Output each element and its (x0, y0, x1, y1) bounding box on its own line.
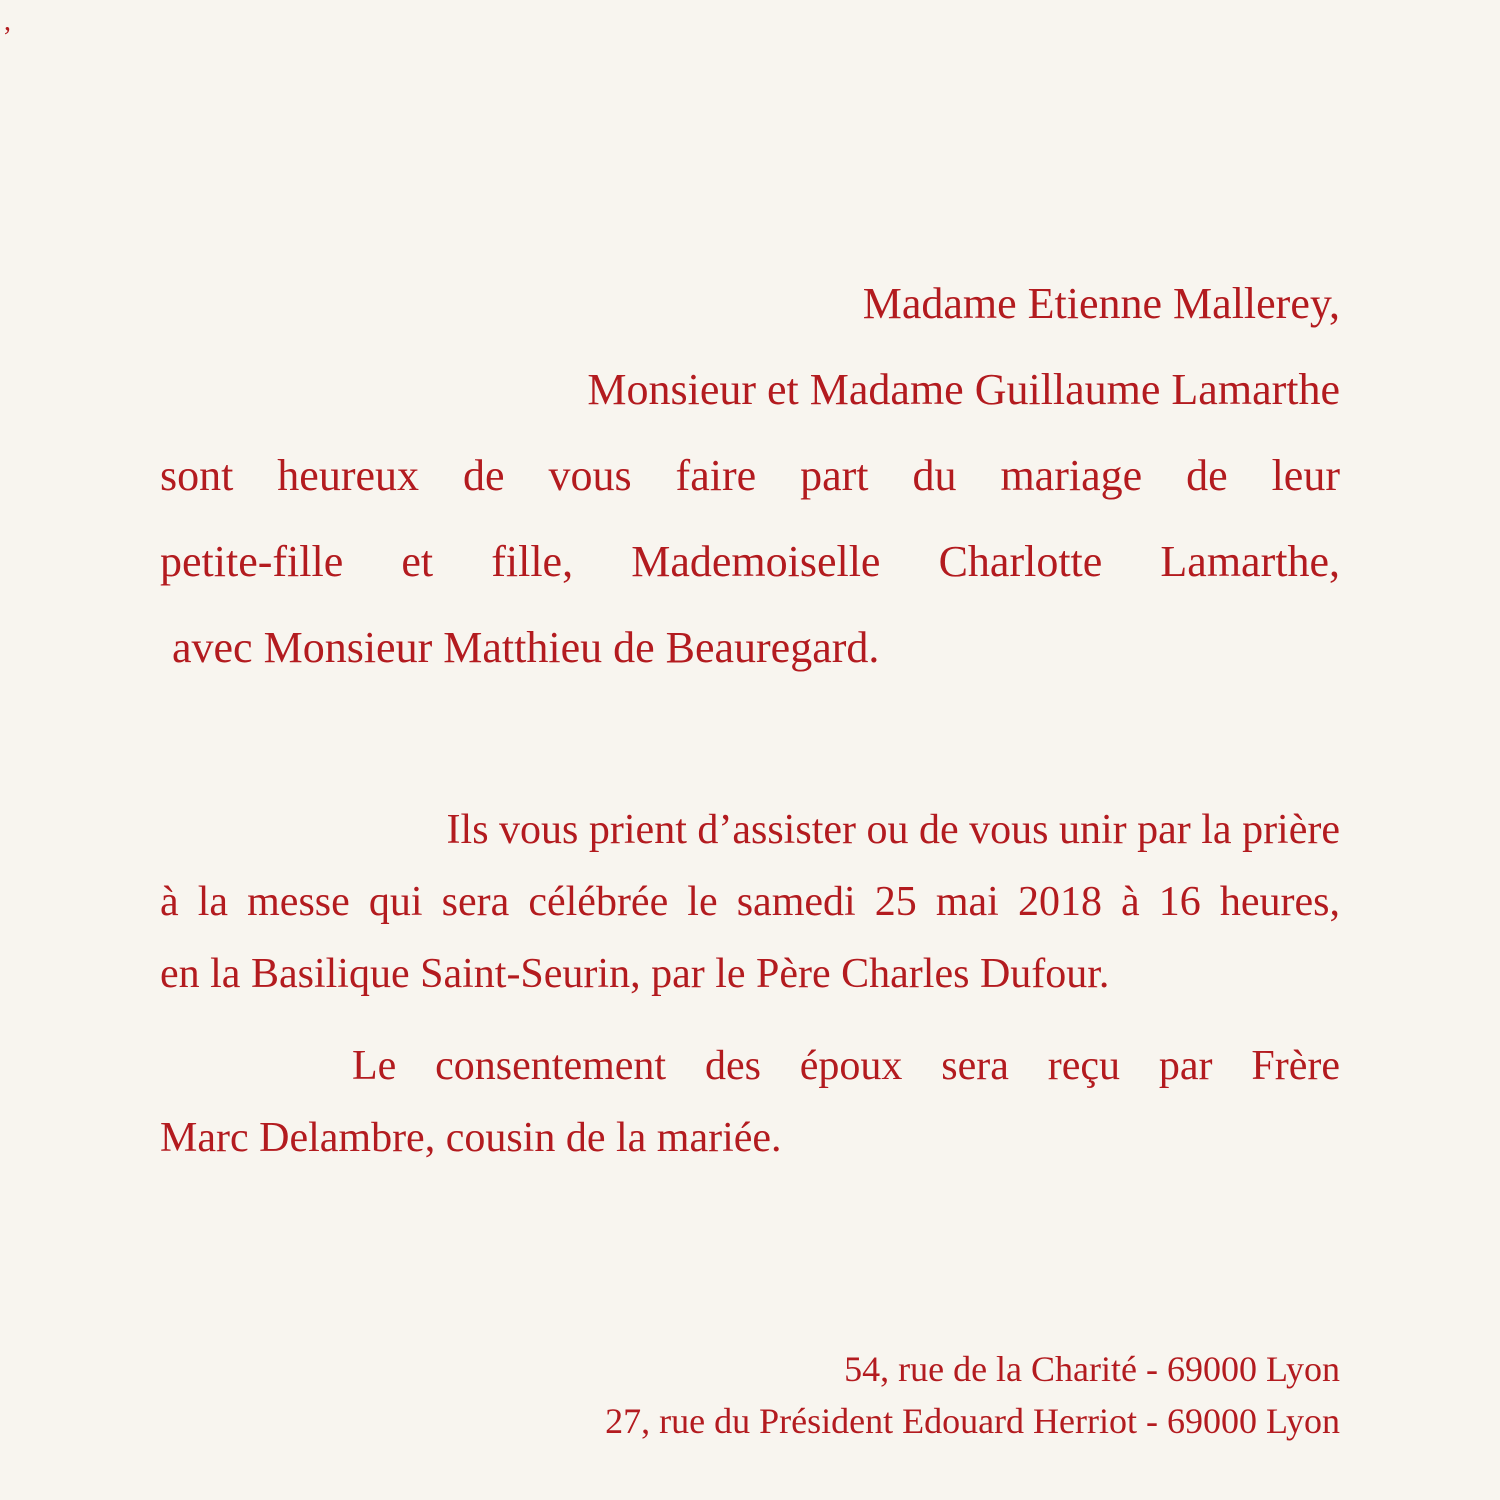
consent-line-1: Le consentement des époux sera reçu par Frère (352, 1043, 1340, 1089)
announcement-line-parents: Monsieur et Madame Guillaume Lamarthe (587, 365, 1340, 414)
announcement-line-groom: avec Monsieur Matthieu de Beauregard. (172, 623, 880, 672)
announcement-line-bride: petite-fille et fille, Mademoiselle Charlotte Lamarthe, (160, 537, 1340, 586)
announcement-line-grandmother: Madame Etienne Mallerey, (862, 279, 1340, 328)
announcement-block (160, 270, 1340, 700)
ceremony-line-invitation: Ils vous prient d’assister ou de vous unir par la prière (446, 807, 1340, 853)
ceremony-line-location: en la Basilique Saint-Seurin, par le Père Charles Dufour. (160, 951, 1110, 997)
consent-line-2: Marc Delambre, cousin de la mariée. (160, 1115, 782, 1161)
address-line-1: 54, rue de la Charité - 69000 Lyon (844, 1349, 1340, 1389)
ceremony-block (160, 800, 1340, 1180)
stray-comma-mark: , (4, 6, 11, 37)
addresses-block (605, 1343, 1340, 1447)
announcement-line-heureux: sont heureux de vous faire part du mariage de leur (160, 451, 1340, 500)
address-line-2: 27, rue du Président Edouard Herriot - 69000 Lyon (605, 1401, 1340, 1441)
paragraph-gap (160, 1016, 1340, 1036)
ceremony-line-date: à la messe qui sera célébrée le samedi 25 mai 2018 à 16 heures, (160, 879, 1340, 925)
